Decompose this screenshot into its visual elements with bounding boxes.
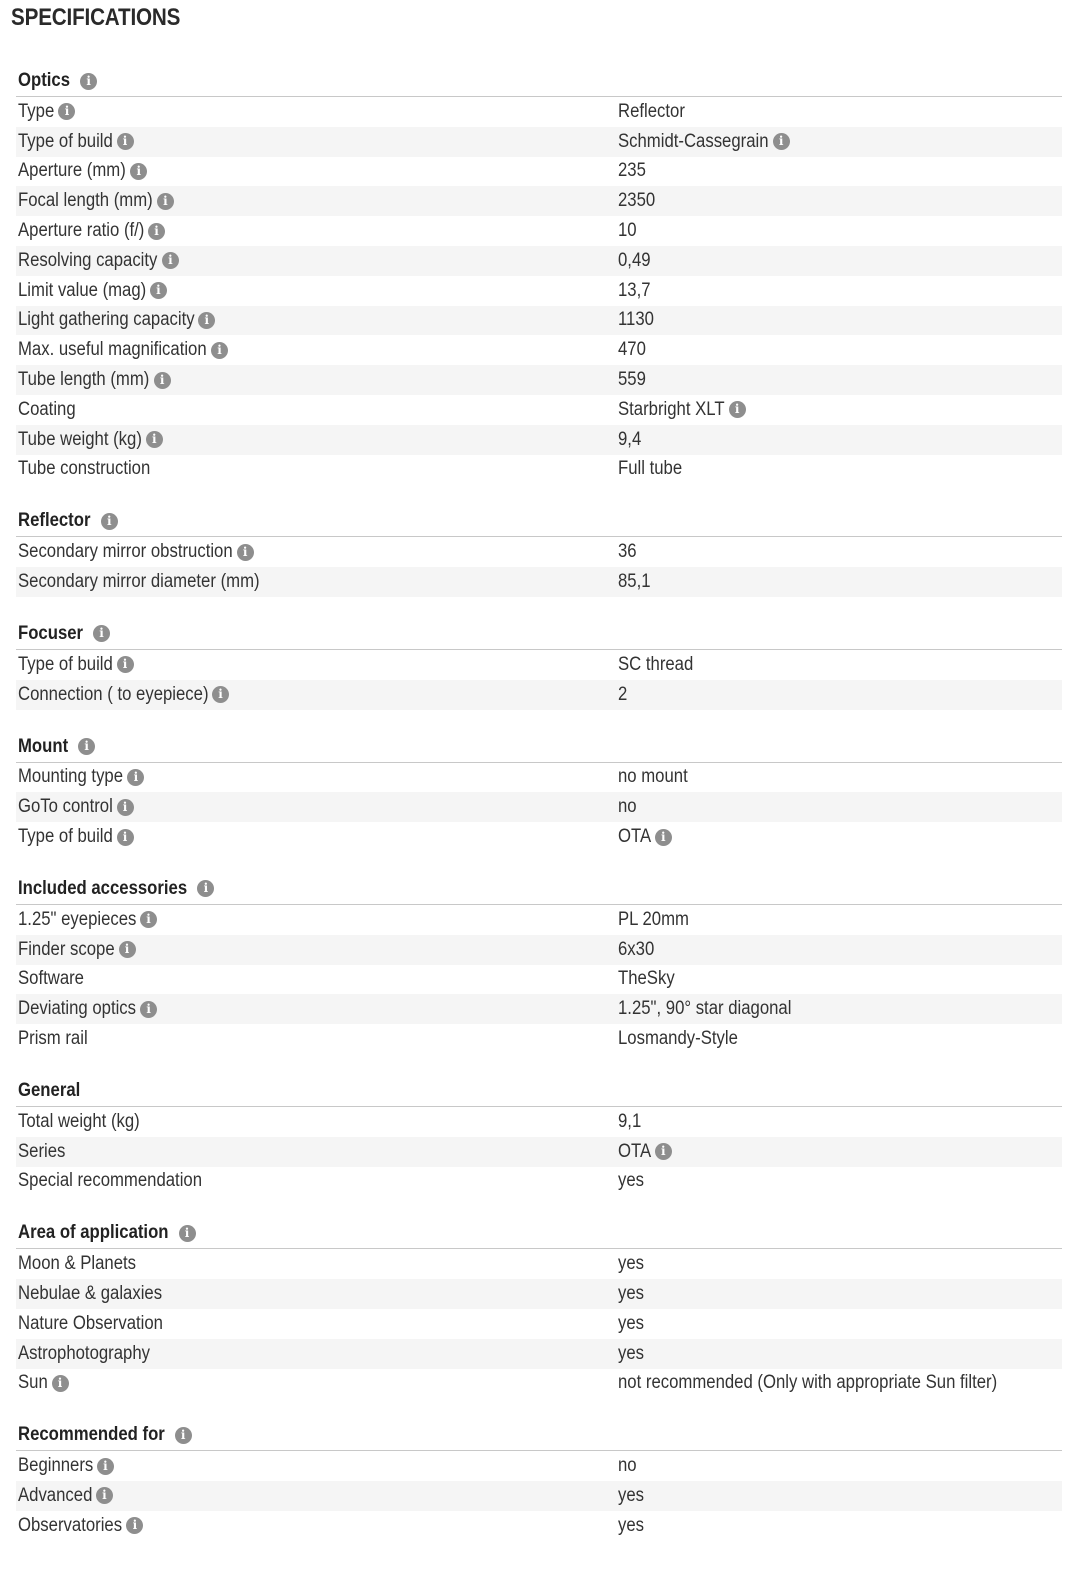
spec-value-text: TheSky [618, 968, 675, 990]
spec-section-focuser [16, 619, 1062, 732]
spec-value-text: no mount [618, 766, 688, 788]
info-icon[interactable]: i [58, 103, 75, 120]
spec-row [16, 965, 1062, 995]
spec-row [16, 1451, 1062, 1481]
info-icon[interactable]: i [93, 625, 110, 642]
spec-value-text: 85,1 [618, 571, 651, 593]
spec-row [16, 1511, 1062, 1541]
spec-value-text: 2350 [618, 190, 656, 212]
section-header [16, 1218, 1062, 1249]
spec-row [16, 1249, 1062, 1279]
info-icon[interactable]: i [80, 73, 97, 90]
spec-label [16, 909, 618, 931]
spec-value [618, 826, 1062, 848]
info-icon[interactable]: i [655, 1143, 672, 1160]
section-header [16, 619, 1062, 650]
spec-label [16, 220, 618, 242]
spec-row [16, 335, 1062, 365]
spec-label [16, 796, 618, 818]
spec-value-text: 470 [618, 339, 646, 361]
spec-label [16, 399, 618, 421]
spec-value [618, 1313, 1062, 1335]
spec-label-text: Max. useful magnification [18, 339, 207, 361]
spec-label-text: Total weight (kg) [18, 1110, 140, 1132]
spec-row [16, 567, 1062, 597]
spec-label-text: Type [18, 100, 55, 122]
spec-label [16, 766, 618, 788]
spec-row [16, 822, 1062, 852]
spec-row [16, 425, 1062, 455]
spec-label [16, 998, 618, 1020]
spec-value-text: 2 [618, 683, 628, 705]
spec-label [16, 541, 618, 563]
spec-label-text: Advanced [18, 1484, 93, 1506]
spec-row [16, 1309, 1062, 1339]
spec-label-text: Finder scope [18, 938, 115, 960]
spec-label-text: Limit value (mag) [18, 279, 147, 301]
spec-row [16, 365, 1062, 395]
spec-value-text: yes [618, 1253, 645, 1275]
spec-value [618, 998, 1062, 1020]
spec-label [16, 250, 618, 272]
section-title: Mount [18, 735, 69, 757]
spec-label-text: Connection ( to eyepiece) [18, 683, 209, 705]
page-title: SPECIFICATIONS [11, 4, 181, 31]
spec-value [618, 1485, 1062, 1507]
spec-label [16, 826, 618, 848]
spec-value [618, 1141, 1062, 1163]
spec-label-text: GoTo control [18, 796, 113, 818]
spec-label [16, 1372, 618, 1394]
spec-value-text: 235 [618, 160, 646, 182]
spec-row [16, 97, 1062, 127]
spec-row [16, 1369, 1062, 1399]
spec-value [618, 654, 1062, 676]
spec-value [618, 190, 1062, 212]
section-title: Optics [18, 70, 71, 91]
spec-row [16, 216, 1062, 246]
spec-section-optics [16, 66, 1062, 506]
spec-value [618, 309, 1062, 331]
spec-row [16, 127, 1062, 157]
spec-label-text: Tube construction [18, 458, 151, 480]
spec-value-text: 9,4 [618, 428, 642, 450]
spec-label-text: Deviating optics [18, 998, 137, 1020]
spec-value [618, 399, 1062, 421]
spec-value [618, 131, 1062, 153]
spec-label-text: Sun [18, 1372, 48, 1394]
section-header [16, 732, 1062, 763]
spec-value [618, 939, 1062, 961]
spec-row [16, 1167, 1062, 1197]
info-icon[interactable]: i [154, 372, 171, 389]
spec-value-text: SC thread [618, 653, 694, 675]
spec-section-included-accessories [16, 874, 1062, 1076]
spec-value [618, 429, 1062, 451]
spec-value [618, 458, 1062, 480]
spec-label [16, 1283, 618, 1305]
info-icon[interactable]: i [140, 1001, 157, 1018]
spec-label [16, 131, 618, 153]
spec-label-text: 1.25" eyepieces [18, 908, 137, 930]
spec-value-text: 10 [618, 220, 637, 242]
info-icon[interactable]: i [212, 686, 229, 703]
spec-value-text: 6x30 [618, 938, 655, 960]
spec-value [618, 1283, 1062, 1305]
spec-label [16, 101, 618, 123]
spec-value [618, 968, 1062, 990]
spec-label [16, 968, 618, 990]
spec-label [16, 1515, 618, 1537]
spec-row [16, 306, 1062, 336]
spec-value [618, 339, 1062, 361]
spec-row [16, 905, 1062, 935]
spec-label [16, 1343, 618, 1365]
spec-label [16, 1111, 618, 1133]
info-icon[interactable]: i [101, 513, 118, 530]
info-icon[interactable]: i [97, 1458, 114, 1475]
spec-row [16, 395, 1062, 425]
spec-label-text: Nebulae & galaxies [18, 1283, 163, 1304]
spec-label-text: Resolving capacity [18, 249, 158, 271]
spec-label-text: Secondary mirror diameter (mm) [18, 571, 260, 593]
spec-label [16, 280, 618, 302]
info-icon[interactable]: i [198, 312, 215, 329]
info-icon[interactable]: i [117, 133, 134, 150]
section-title: Focuser [18, 622, 84, 644]
spec-value-text: 36 [618, 541, 637, 563]
spec-label-text: Type of build [18, 130, 113, 152]
spec-label [16, 190, 618, 212]
spec-value-text: yes [618, 1342, 645, 1364]
spec-section-general [16, 1076, 1062, 1218]
spec-label [16, 339, 618, 361]
spec-label-text: Aperture ratio (f/) [18, 220, 145, 242]
spec-row [16, 186, 1062, 216]
spec-label-text: Nature Observation [18, 1312, 163, 1334]
spec-label-text: Mounting type [18, 766, 124, 788]
spec-label [16, 1313, 618, 1335]
spec-value [618, 1343, 1062, 1365]
info-icon[interactable]: i [773, 133, 790, 150]
spec-value [618, 280, 1062, 302]
spec-label [16, 369, 618, 391]
spec-label-text: Type of build [18, 826, 113, 848]
spec-value-text: 13,7 [618, 279, 651, 301]
spec-value-text: Full tube [618, 458, 683, 480]
section-title: Recommended for [18, 1424, 165, 1446]
info-icon[interactable]: i [117, 829, 134, 846]
spec-row [16, 935, 1062, 965]
spec-row [16, 246, 1062, 276]
spec-value-text: yes [618, 1484, 645, 1506]
spec-label-text: Tube length (mm) [18, 369, 150, 391]
spec-label-text: Series [18, 1140, 66, 1162]
spec-value-text: Losmandy-Style [618, 1028, 738, 1050]
info-icon[interactable]: i [117, 656, 134, 673]
spec-row [16, 1107, 1062, 1137]
spec-value-text: yes [618, 1312, 645, 1334]
spec-section-reflector [16, 506, 1062, 619]
spec-value [618, 220, 1062, 242]
section-title: Reflector [18, 510, 91, 532]
info-icon[interactable]: i [148, 223, 165, 240]
spec-value-text: 9,1 [618, 1110, 642, 1132]
info-icon[interactable]: i [237, 544, 254, 561]
specifications-table [16, 66, 1062, 1563]
spec-label [16, 571, 618, 593]
spec-value [618, 1372, 1062, 1394]
spec-value [618, 909, 1062, 931]
spec-label-text: Software [18, 968, 84, 990]
section-title: General [18, 1079, 81, 1101]
spec-label-text: Beginners [18, 1455, 94, 1477]
spec-label [16, 1253, 618, 1275]
spec-label-text: Secondary mirror obstruction [18, 541, 233, 563]
spec-value [618, 796, 1062, 818]
spec-value-text: PL 20mm [618, 908, 689, 930]
spec-value [618, 684, 1062, 706]
spec-label-text: Type of build [18, 653, 113, 675]
spec-section-mount [16, 732, 1062, 874]
spec-value-text: 1130 [618, 309, 654, 331]
spec-value-text: no [618, 1455, 637, 1477]
spec-value-text: yes [618, 1283, 645, 1304]
spec-value [618, 250, 1062, 272]
spec-row [16, 276, 1062, 306]
spec-row [16, 792, 1062, 822]
info-icon[interactable]: i [52, 1375, 69, 1392]
info-icon[interactable]: i [655, 829, 672, 846]
info-icon[interactable]: i [197, 880, 214, 897]
spec-value [618, 766, 1062, 788]
spec-row [16, 537, 1062, 567]
section-header [16, 874, 1062, 905]
spec-value [618, 369, 1062, 391]
spec-label-text: Astrophotography [18, 1342, 150, 1364]
spec-value-text: OTA [618, 826, 652, 848]
spec-value-text: yes [618, 1170, 645, 1192]
spec-label [16, 939, 618, 961]
spec-row [16, 680, 1062, 710]
info-icon[interactable]: i [179, 1225, 196, 1242]
spec-label [16, 429, 618, 451]
info-icon[interactable]: i [211, 342, 228, 359]
spec-value-text: yes [618, 1514, 645, 1536]
spec-label [16, 684, 618, 706]
spec-value [618, 1253, 1062, 1275]
info-icon[interactable]: i [150, 282, 167, 299]
spec-value-text: Reflector [618, 100, 685, 122]
spec-value-text: Starbright XLT [618, 398, 725, 420]
spec-label [16, 654, 618, 676]
spec-label-text: Observatories [18, 1514, 123, 1536]
spec-section-recommended-for [16, 1420, 1062, 1562]
info-icon[interactable]: i [78, 738, 95, 755]
spec-row [16, 455, 1062, 485]
spec-value-text: Schmidt-Cassegrain [618, 130, 769, 152]
spec-value [618, 160, 1062, 182]
spec-value-text: 1.25", 90° star diagonal [618, 998, 792, 1020]
spec-label-text: Coating [18, 398, 76, 420]
spec-value-text: OTA [618, 1140, 652, 1162]
spec-label-text: Prism rail [18, 1028, 88, 1050]
spec-label [16, 1485, 618, 1507]
info-icon[interactable]: i [96, 1487, 113, 1504]
info-icon[interactable]: i [117, 799, 134, 816]
spec-label [16, 1028, 618, 1050]
section-title: Included accessories [18, 877, 188, 899]
spec-value [618, 1170, 1062, 1192]
spec-label-text: Light gathering capacity [18, 309, 195, 331]
spec-value [618, 571, 1062, 593]
section-header [16, 1420, 1062, 1451]
spec-row [16, 1137, 1062, 1167]
spec-row [16, 157, 1062, 187]
spec-value [618, 1515, 1062, 1537]
spec-label [16, 1455, 618, 1477]
spec-label-text: Special recommendation [18, 1170, 203, 1192]
info-icon[interactable]: i [127, 769, 144, 786]
spec-value [618, 1111, 1062, 1133]
spec-row [16, 763, 1062, 793]
spec-row [16, 1279, 1062, 1309]
info-icon[interactable]: i [175, 1427, 192, 1444]
spec-value-text: not recommended (Only with appropriate Sun filter) [618, 1372, 998, 1394]
spec-value [618, 1028, 1062, 1050]
spec-value-text: no [618, 796, 637, 818]
spec-row [16, 650, 1062, 680]
spec-section-area-of-application [16, 1218, 1062, 1420]
info-icon[interactable]: i [146, 431, 163, 448]
info-icon[interactable]: i [729, 401, 746, 418]
spec-label [16, 1141, 618, 1163]
section-header [16, 506, 1062, 537]
spec-label-text: Focal length (mm) [18, 190, 153, 212]
spec-row [16, 1481, 1062, 1511]
section-header [16, 66, 1062, 97]
spec-label [16, 458, 618, 480]
spec-label-text: Moon & Planets [18, 1253, 137, 1275]
spec-label [16, 309, 618, 331]
spec-value [618, 541, 1062, 563]
spec-row [16, 1339, 1062, 1369]
section-header [16, 1076, 1062, 1107]
spec-label-text: Tube weight (kg) [18, 428, 142, 450]
spec-value [618, 101, 1062, 123]
spec-value [618, 1455, 1062, 1477]
spec-value-text: 559 [618, 369, 646, 391]
info-icon[interactable]: i [157, 193, 174, 210]
spec-row [16, 994, 1062, 1024]
spec-row [16, 1024, 1062, 1054]
info-icon[interactable]: i [119, 941, 136, 958]
spec-value-text: 0,49 [618, 249, 651, 271]
info-icon[interactable]: i [162, 252, 179, 269]
info-icon[interactable]: i [126, 1517, 143, 1534]
spec-label [16, 1170, 618, 1192]
info-icon[interactable]: i [130, 163, 147, 180]
section-title: Area of application [18, 1222, 169, 1244]
spec-label [16, 160, 618, 182]
info-icon[interactable]: i [140, 911, 157, 928]
spec-label-text: Aperture (mm) [18, 160, 126, 182]
